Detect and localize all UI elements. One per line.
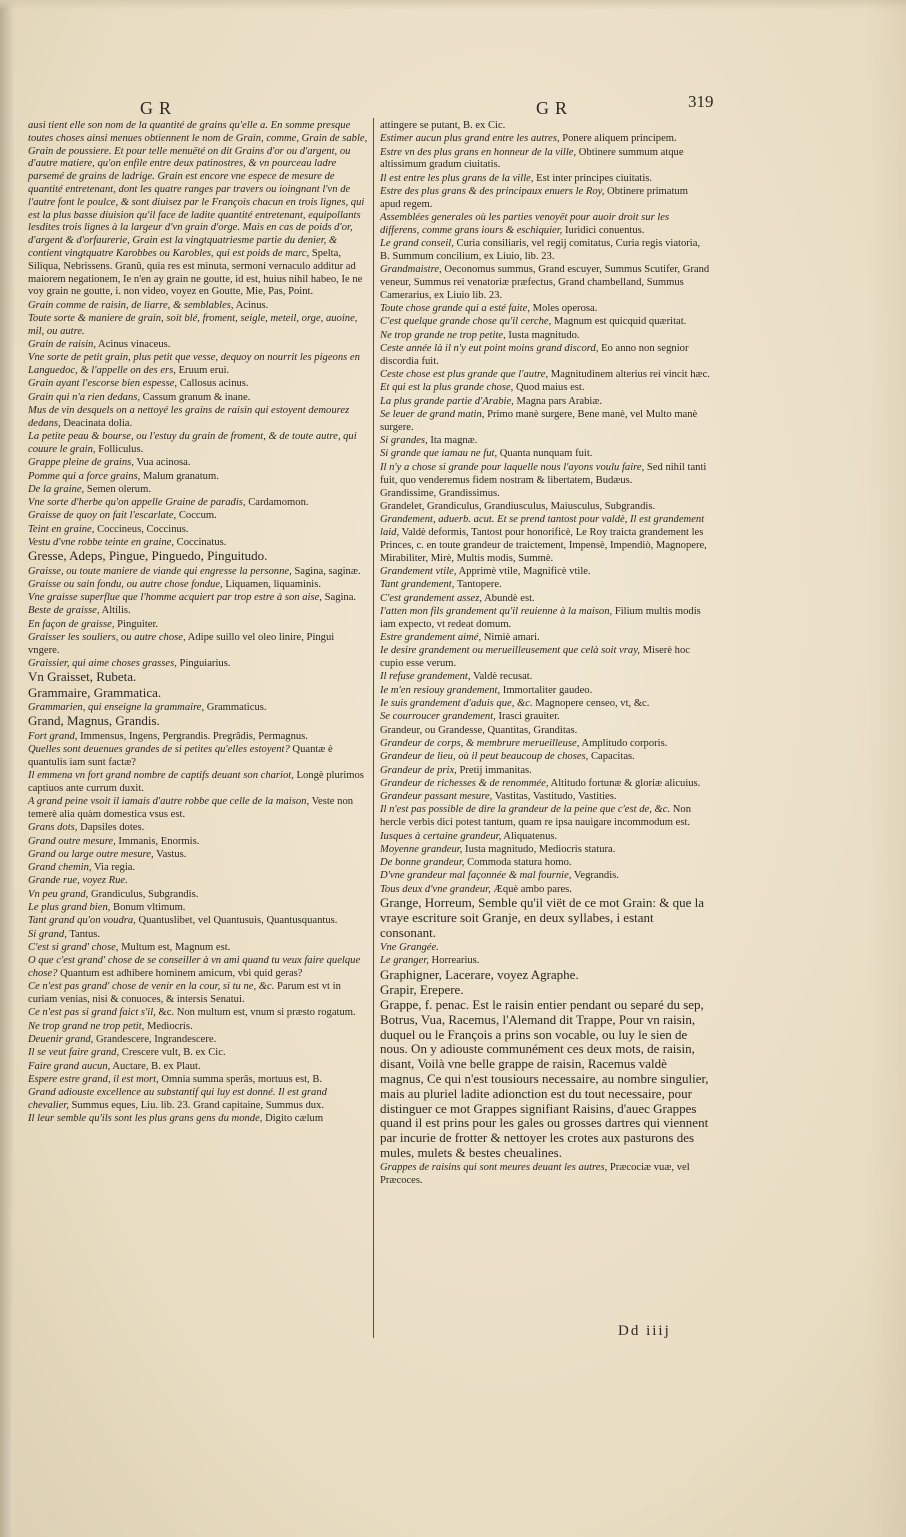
entry-latin-text: Amplitudo corporis. bbox=[579, 737, 668, 749]
entry-french-text: Graisse ou sain fondu, ou autre chose fondue, bbox=[28, 578, 223, 590]
entry-headword: Gresse, Adeps, Pingue, Pinguedo, Pinguitudo. bbox=[28, 548, 268, 564]
entry-latin-text: Obtinere primatum apud regem. bbox=[380, 185, 688, 210]
page-left-edge bbox=[0, 0, 14, 1537]
dictionary-entry bbox=[28, 796, 368, 822]
dictionary-entry bbox=[380, 999, 710, 1162]
entry-french-text: La plus grande partie d'Arabie, bbox=[380, 395, 514, 407]
entry-french-text: Ne trop grande ne trop petite, bbox=[380, 329, 506, 341]
entry-french-text: De bonne grandeur, bbox=[380, 857, 465, 869]
entry-latin-text: Apprimè vtile, Magnificè vtile. bbox=[456, 566, 591, 578]
dictionary-entry bbox=[28, 715, 368, 730]
left-column bbox=[28, 120, 368, 1127]
entry-latin-text: Altitudo fortunæ & gloriæ alicuius. bbox=[548, 777, 701, 789]
dictionary-entry bbox=[28, 1047, 368, 1060]
entry-latin-text: Digito cælum bbox=[262, 1113, 324, 1125]
dictionary-entry bbox=[380, 212, 710, 238]
dictionary-entry bbox=[380, 462, 710, 488]
entry-french-text: Tant grand qu'on voudra, bbox=[28, 915, 136, 927]
entry-latin-text: Veste non temerè alia quàm domestica vsus est. bbox=[28, 796, 354, 820]
entry-latin-text: Magnopere censeo, vt, &c. bbox=[532, 698, 650, 710]
entry-french-text: Le granger, bbox=[380, 955, 429, 967]
entry-latin-text: Oeconomus summus, Grand escuyer, Summus Scutifer, Grand veneur, Summus rei venatoriæ præfectus, Grand chambelland, Summus Camerarius, ex Liuio lib. 23. bbox=[380, 264, 710, 301]
dictionary-entry bbox=[380, 409, 710, 435]
dictionary-entry bbox=[28, 550, 368, 565]
entry-latin-text: Quanta nunquam fuit. bbox=[497, 448, 593, 460]
entry-latin-text: Vegrandis. bbox=[571, 870, 619, 882]
dictionary-entry bbox=[28, 770, 368, 796]
entry-french-text: Estre grandement aimé, bbox=[380, 632, 482, 644]
entry-latin-text: Grandeur, ou Grandesse, Quantitas, Granditas. bbox=[380, 724, 578, 736]
entry-latin-text: Malum granatum. bbox=[140, 470, 219, 482]
dictionary-entry bbox=[380, 147, 710, 173]
entry-latin-text: Folliculus. bbox=[95, 443, 144, 455]
entry-french-text: C'est quelque grande chose qu'il cerche, bbox=[380, 316, 552, 328]
entry-french-text: Mus de vin desquels on a nettoyé les grains de raisin qui estoyent demourez dedans, bbox=[28, 405, 350, 429]
entry-latin-text: Summus eques, Liu. lib. 23. Grand capitaine, Summus dux. bbox=[68, 1099, 324, 1111]
entry-french-text: Grain de raisin, bbox=[28, 339, 96, 351]
dictionary-entry bbox=[380, 671, 710, 684]
entry-french-text: Grain comme de raisin, de liarre, & semblables, bbox=[28, 299, 234, 311]
dictionary-entry bbox=[380, 606, 710, 632]
entry-french-text: C'est si grand' chose, bbox=[28, 941, 119, 953]
entry-french-text: Si grandes, bbox=[380, 435, 428, 447]
entry-french-text: Toute chose grande qui a esté faite, bbox=[380, 303, 530, 315]
entry-french-text: Espere estre grand, il est mort, bbox=[28, 1073, 159, 1085]
entry-french-text: La petite peau & bourse, ou l'estuy du grain de froment, & de toute autre, qui couure le grain, bbox=[28, 431, 357, 455]
entry-latin-text: Coccineus, Coccinus. bbox=[94, 523, 189, 535]
dictionary-entry bbox=[380, 831, 710, 844]
entry-french-text: Grandeur passant mesure, bbox=[380, 791, 493, 803]
dictionary-entry bbox=[28, 484, 368, 497]
entry-french-text: Ce n'est pas grand' chose de venir en la cour, si tu ne, &c. bbox=[28, 981, 275, 993]
dictionary-entry bbox=[28, 352, 368, 378]
dictionary-entry bbox=[28, 684, 368, 702]
entry-latin-text: Immanis, Enormis. bbox=[115, 835, 200, 847]
entry-french-text: Vne graisse superflue que l'homme acquiert par trop estre à son aise, bbox=[28, 592, 322, 604]
entry-french-text: En façon de graisse, bbox=[28, 618, 115, 630]
dictionary-entry bbox=[28, 632, 368, 658]
entry-french-text: Grans dots, bbox=[28, 822, 78, 834]
entry-french-text: Ce n'est pas si grand faict s'il, bbox=[28, 1007, 156, 1019]
entry-latin-text: Via regia. bbox=[91, 862, 136, 874]
entry-latin-text: Auctare, B. ex Plaut. bbox=[110, 1060, 201, 1072]
entry-latin-text: Deacinata dolia. bbox=[60, 417, 133, 429]
entry-latin-text: Tantopere. bbox=[454, 579, 502, 591]
entry-french-text: Fort grand, bbox=[28, 730, 78, 742]
dictionary-entry bbox=[28, 524, 368, 537]
dictionary-entry bbox=[380, 316, 710, 329]
entry-latin-text: Eruum erui. bbox=[175, 365, 230, 377]
entry-latin-text: Capacitas. bbox=[588, 751, 635, 763]
dictionary-entry bbox=[28, 1061, 368, 1074]
entry-latin-text: Dapsiles dotes. bbox=[77, 822, 145, 834]
entry-french-text: Grandement, aduerb. acut. Et se prend tantost pour valdè, Il est grandement laid, bbox=[380, 514, 705, 539]
entry-latin-text: Quod maius est. bbox=[513, 382, 585, 394]
entry-latin-text: attingere se putant, B. ex Cic. bbox=[380, 120, 506, 131]
entry-french-text: C'est grandement assez, bbox=[380, 592, 483, 604]
entry-french-text: Quelles sont deuenues grandes de si petites qu'elles estoyent? bbox=[28, 743, 290, 755]
dictionary-entry bbox=[28, 457, 368, 470]
entry-french-text: Grappe pleine de grains, bbox=[28, 457, 134, 469]
entry-latin-text: Quantæ è quantulis iam sunt factæ? bbox=[28, 743, 333, 768]
entry-french-text: Graisse de quoy on fait l'escarlate, bbox=[28, 510, 177, 522]
dictionary-entry bbox=[380, 448, 710, 461]
entry-headword: Grappe, f. penac. Est le raisin entier pendant ou separé du sep, Botrus, Vua, Racemus, l'Alemand dit Trappe, Pour vn raisin, duquel ou le François a prins son vocable, ou luy le sien de nous. On y adiouste communément ces deux mots, de raisin, disant, Voilà vne belle grappe de raisin, Racemus valdè magnus, Ce qui n'est tousiours necessaire, au nombre singulier, mais au pluriel ladite adionction est du tout necessaire, pour distinguer ce mot Grappes signifiant Raisins, d'auec Grappes quand il est prins pour les gales ou grosses dartres qui viennent par incurie de frotter & nettoyer les crotes aux pasturons des mules, mulets & bestes cheualines. bbox=[380, 997, 709, 1161]
entry-french-text: Graisse, ou toute maniere de viande qui engresse la personne, bbox=[28, 565, 292, 577]
entry-latin-text: Miserè hoc cupio esse verum. bbox=[380, 645, 690, 670]
dictionary-entry bbox=[28, 1034, 368, 1047]
dictionary-entry bbox=[380, 330, 710, 343]
entry-latin-text: Liquamen, liquaminis. bbox=[222, 578, 321, 590]
entry-latin-text: Cardamomon. bbox=[245, 497, 309, 509]
entry-french-text: D'vne grandeur mal façonnée & mal fournie, bbox=[380, 870, 572, 882]
dictionary-entry bbox=[28, 731, 368, 744]
entry-french-text: Se courroucer grandement, bbox=[380, 711, 496, 723]
entry-french-text: Estre des plus grans & des principaux enuers le Roy, bbox=[380, 185, 605, 197]
dictionary-entry bbox=[28, 822, 368, 835]
entry-latin-text: Sed nihil tanti fuit, quo venderemus fidem nostram & libertatem, Budæus. bbox=[380, 461, 707, 486]
entry-french-text: Ie suis grandement d'aduis que, &c. bbox=[380, 698, 533, 710]
dictionary-entry bbox=[380, 632, 710, 645]
entry-latin-text: Moles operosa. bbox=[529, 303, 598, 315]
entry-latin-text: Semen olerum. bbox=[84, 483, 151, 495]
entry-french-text: Grandeur de richesses & de renommée, bbox=[380, 777, 549, 789]
entry-latin-text: Eo anno non segnior discordia fuit. bbox=[380, 343, 689, 367]
dictionary-entry bbox=[380, 343, 710, 369]
dictionary-entry bbox=[28, 875, 368, 888]
entry-french-text: Le grand conseil, bbox=[380, 238, 454, 250]
entry-french-text: Assemblées generales où les parties venoyët pour auoir droit sur les differens, comme grans iours & eschiquier, bbox=[380, 212, 670, 236]
entry-french-text: Il se veut faire grand, bbox=[28, 1047, 120, 1059]
entry-latin-text: Præcociæ vuæ, vel Præcoces. bbox=[380, 1162, 690, 1187]
dictionary-entry bbox=[380, 738, 710, 751]
dictionary-entry bbox=[28, 497, 368, 510]
dictionary-entry bbox=[380, 804, 710, 830]
entry-latin-text: Sagina. bbox=[321, 592, 357, 604]
entry-french-text: Ceste année là il n'y eut point moins grand discord, bbox=[380, 343, 599, 355]
entry-french-text: Ne trop grand ne trop petit, bbox=[28, 1020, 145, 1032]
dictionary-entry bbox=[28, 405, 368, 431]
dictionary-entry bbox=[380, 396, 710, 409]
dictionary-entry bbox=[28, 942, 368, 955]
entry-latin-text: Callosus acinus. bbox=[177, 378, 249, 390]
dictionary-entry bbox=[28, 955, 368, 981]
entry-french-text: Grand ou large outre mesure, bbox=[28, 848, 154, 860]
entry-latin-text: Cassum granum & inane. bbox=[140, 391, 251, 403]
dictionary-entry bbox=[380, 303, 710, 316]
dictionary-entry bbox=[380, 765, 710, 778]
entry-french-text: Grammarien, qui enseigne la grammaire, bbox=[28, 702, 205, 714]
entry-latin-text: Primo manè surgere, Bene manè, vel Multo manè surgere. bbox=[380, 409, 698, 433]
dictionary-entry bbox=[380, 133, 710, 146]
entry-latin-text: Grandissime, Grandissimus. bbox=[380, 487, 500, 499]
entry-french-text: Graisser les souliers, ou autre chose, bbox=[28, 632, 186, 644]
entry-latin-text: Crescere vult, B. ex Cic. bbox=[119, 1047, 226, 1059]
entry-latin-text: Vastus. bbox=[153, 848, 187, 860]
dictionary-entry bbox=[380, 711, 710, 724]
dictionary-entry bbox=[28, 313, 368, 339]
entry-french-text: Grappes de raisins qui sont meures deuant les autres, bbox=[380, 1162, 608, 1174]
entry-french-text: Tant grandement, bbox=[380, 579, 455, 591]
entry-french-text: Et qui est la plus grande chose, bbox=[380, 382, 514, 394]
column-rule bbox=[373, 118, 374, 1338]
entry-latin-text: Bonum vltimum. bbox=[110, 902, 186, 914]
page-shadow bbox=[866, 0, 906, 1537]
dictionary-entry bbox=[28, 1021, 368, 1034]
dictionary-entry bbox=[380, 382, 710, 395]
dictionary-entry bbox=[28, 592, 368, 605]
entry-latin-text: Vastitas, Vastitudo, Vastities. bbox=[492, 791, 617, 803]
dictionary-entry bbox=[380, 698, 710, 711]
entry-latin-text: Magna pars Arabiæ. bbox=[513, 395, 603, 407]
entry-latin-text: Curia consiliaris, vel regij comitatus, Curia regis viatoria, B. Summum concilium, ex Liuio, lib. 23. bbox=[380, 238, 701, 262]
dictionary-entry bbox=[28, 579, 368, 592]
entry-french-text: Si grand, bbox=[28, 928, 67, 940]
entry-latin-text: Longè plurimos captiuos ante currum duxit. bbox=[28, 770, 364, 794]
entry-french-text: Toute sorte & maniere de grain, soit blé, froment, seigle, meteil, orge, auoine, mil, ou autre. bbox=[28, 312, 358, 337]
entry-latin-text: Acinus. bbox=[233, 299, 269, 311]
dictionary-entry bbox=[28, 510, 368, 523]
entry-french-text: Grain ayant l'escorse bien espesse, bbox=[28, 378, 178, 390]
entry-latin-text: Spelta, Siliqua, Nebrissens. Granû, quia res est minuta, sermoni vernaculo additur ad maiorem negationem, Ie n'en ay grain ne goutte, id est, huius nihil habeo, Ie ne voy grain ne goutte, i. non video, voyez en Goutte, Mie, Pas, Point. bbox=[28, 247, 363, 298]
entry-latin-text: Valdè recusat. bbox=[470, 671, 533, 683]
entry-latin-text: Grandescere, Ingrandescere. bbox=[93, 1033, 217, 1045]
entry-latin-text: Omnia summa sperâs, mortuus est, B. bbox=[158, 1073, 323, 1085]
entry-latin-text: Abundè est. bbox=[482, 592, 535, 604]
dictionary-entry bbox=[380, 645, 710, 671]
dictionary-entry bbox=[28, 849, 368, 862]
entry-french-text: Il refuse grandement, bbox=[380, 671, 471, 683]
dictionary-entry bbox=[28, 392, 368, 405]
entry-french-text: Ceste chose est plus grande que l'autre, bbox=[380, 369, 549, 381]
entry-latin-text: Mediocris. bbox=[144, 1020, 193, 1032]
entry-latin-text: Pretij immanitas. bbox=[456, 764, 532, 776]
entry-latin-text: Ita magnæ. bbox=[427, 435, 478, 447]
entry-french-text: Ie m'en resiouy grandement, bbox=[380, 684, 501, 696]
entry-french-text: Deuenir grand, bbox=[28, 1033, 94, 1045]
entry-latin-text: Quantum est adhibere hominem amicum, vbi quid geras? bbox=[57, 968, 303, 979]
dictionary-entry bbox=[28, 605, 368, 618]
entry-latin-text: Immortaliter gaudeo. bbox=[500, 684, 593, 696]
entry-latin-text: Iusta magnitudo. bbox=[505, 329, 580, 341]
running-head-right: GR bbox=[536, 98, 574, 118]
dictionary-entry bbox=[380, 488, 710, 501]
entry-french-text: Vne sorte de petit grain, plus petit que vesse, dequoy on nourrit les pigeons en Languedoc, & l'appelle on des ers, bbox=[28, 352, 360, 377]
entry-latin-text: Obtinere summum atque altissimum gradum ciuitatis. bbox=[380, 146, 684, 171]
entry-french-text: De la graine, bbox=[28, 483, 85, 495]
dictionary-entry bbox=[28, 744, 368, 770]
dictionary-entry bbox=[28, 915, 368, 928]
entry-french-text: Grain qui n'a rien dedans, bbox=[28, 391, 141, 403]
entry-latin-text: Altilis. bbox=[99, 605, 131, 617]
dictionary-entry bbox=[28, 566, 368, 579]
entry-latin-text: Adipe suillo vel oleo linire, Pingui vngere. bbox=[28, 632, 335, 656]
entry-latin-text: Vua acinosa. bbox=[133, 457, 191, 469]
entry-french-text: Si grande que iamau ne fut, bbox=[380, 448, 498, 460]
entry-headword: Grange, Horreum, Semble qu'il viët de ce mot Grain: & que la vraye escriture soit Granje, en deux syllabes, i estant consonant. bbox=[380, 895, 704, 940]
dictionary-entry bbox=[28, 1074, 368, 1087]
dictionary-entry bbox=[28, 378, 368, 391]
entry-french-text: Grandement vtile, bbox=[380, 566, 457, 578]
entry-latin-text: Grandelet, Grandiculus, Grandiusculus, Maiusculus, Subgrandis. bbox=[380, 501, 656, 513]
entry-french-text: Ie desire grandement ou merueilleusement que celà soit vray, bbox=[380, 645, 640, 657]
entry-latin-text: Coccinatus. bbox=[174, 537, 227, 548]
entry-latin-text: Acinus vinaceus. bbox=[95, 339, 171, 351]
dictionary-entry bbox=[380, 501, 710, 514]
dictionary-entry bbox=[380, 120, 710, 133]
dictionary-entry bbox=[380, 725, 710, 738]
dictionary-entry bbox=[380, 844, 710, 857]
entry-latin-text: Quantuslibet, vel Quantusuis, Quantusquantus. bbox=[135, 915, 338, 927]
dictionary-entry bbox=[28, 929, 368, 942]
entry-french-text: Le plus grand bien, bbox=[28, 902, 111, 914]
entry-latin-text: Æquè ambo pares. bbox=[490, 883, 572, 895]
entry-french-text: Il emmena vn fort grand nombre de captifs deuant son chariot, bbox=[28, 770, 294, 782]
dictionary-entry bbox=[380, 751, 710, 764]
dictionary-entry bbox=[380, 593, 710, 606]
entry-french-text: Vestu d'vne robbe teinte en graine, bbox=[28, 537, 175, 548]
entry-latin-text: Coccum. bbox=[176, 510, 217, 522]
entry-headword: Grapir, Erepere. bbox=[380, 981, 464, 997]
entry-latin-text: Ponere aliquem principem. bbox=[559, 133, 677, 145]
entry-french-text: Se leuer de grand matin, bbox=[380, 409, 485, 421]
entry-latin-text: Tantus. bbox=[66, 928, 101, 940]
entry-latin-text: Magnum est quicquid quæritat. bbox=[551, 316, 687, 328]
dictionary-entry bbox=[380, 685, 710, 698]
entry-french-text: Teint en graine, bbox=[28, 523, 95, 535]
entry-french-text: Il est entre les plus grans de la ville, bbox=[380, 172, 534, 184]
entry-french-text: Grand adiouste excellence au substantif qui luy est donné. Il est grand chevalier, bbox=[28, 1087, 327, 1111]
entry-french-text: Graissier, qui aime choses grasses, bbox=[28, 658, 177, 670]
entry-french-text: Vne sorte d'herbe qu'on appelle Graine de paradis, bbox=[28, 497, 246, 509]
entry-latin-text: Commoda statura homo. bbox=[464, 857, 572, 869]
dictionary-entry bbox=[380, 870, 710, 883]
entry-french-text: Moyenne grandeur, bbox=[380, 843, 463, 855]
dictionary-entry bbox=[380, 1162, 710, 1188]
entry-headword: Graphigner, Lacerare, voyez Agraphe. bbox=[380, 966, 579, 982]
entry-latin-text: Non hercle verbis dici potest tantum, quam re ipsa nauigare incommodum est. bbox=[380, 804, 692, 829]
entry-latin-text: Iuridici conuentus. bbox=[562, 224, 645, 236]
entry-french-text: Tous deux d'vne grandeur, bbox=[380, 883, 491, 895]
dictionary-entry bbox=[380, 566, 710, 579]
entry-headword: Vn Graisset, Rubeta. bbox=[28, 669, 137, 685]
dictionary-entry bbox=[28, 889, 368, 902]
entry-french-text: O que c'est grand' chose de se conseiller à vn ami quand tu veux faire quelque chose? bbox=[28, 955, 361, 979]
dictionary-entry bbox=[380, 186, 710, 212]
entry-latin-text: Horrearius. bbox=[428, 955, 480, 967]
dictionary-entry bbox=[28, 300, 368, 313]
entry-latin-text: Parum est vt in curiam venias, nisi & conuoces, & intersis Senatui. bbox=[28, 981, 341, 1006]
dictionary-entry bbox=[28, 120, 368, 299]
dictionary-entry bbox=[28, 339, 368, 352]
dictionary-entry bbox=[380, 264, 710, 302]
entry-latin-text: Irasci grauiter. bbox=[495, 711, 560, 723]
entry-latin-text: Nimiè amari. bbox=[481, 632, 540, 644]
entry-french-text: Estimer aucun plus grand entre les autres, bbox=[380, 133, 560, 145]
entry-latin-text: Pinguiter. bbox=[114, 618, 159, 630]
entry-latin-text: Grammaticus. bbox=[204, 702, 267, 714]
dictionary-entry bbox=[28, 1087, 368, 1113]
dictionary-entry bbox=[380, 514, 710, 565]
entry-latin-text: &c. Non multum est, vnum si præsto rogatum. bbox=[155, 1007, 356, 1019]
entry-latin-text: Magnitudinem alterius rei vincit hæc. bbox=[548, 369, 710, 381]
entry-latin-text: Pinguiarius. bbox=[176, 658, 231, 670]
entry-french-text: Grande rue, voyez Rue. bbox=[28, 875, 128, 887]
dictionary-entry bbox=[380, 579, 710, 592]
entry-french-text: Grandmaistre, bbox=[380, 264, 442, 276]
dictionary-entry bbox=[28, 836, 368, 849]
signature-mark: Dd iiij bbox=[618, 1323, 671, 1339]
entry-latin-text: Multum est, Magnum est. bbox=[118, 941, 231, 953]
entry-headword: Grand, Magnus, Grandis. bbox=[28, 713, 160, 729]
entry-french-text: Beste de graisse, bbox=[28, 605, 100, 617]
entry-latin-text: Filium multis modis iam expecto, vt redeat domum. bbox=[380, 605, 701, 630]
entry-headword: Grammaire, Grammatica. bbox=[28, 684, 162, 700]
entry-french-text: Faire grand aucun, bbox=[28, 1060, 111, 1072]
entry-french-text: Il leur semble qu'ils sont les plus grans gens du monde, bbox=[28, 1113, 263, 1125]
entry-latin-text: Valdè deformis, Tantost pour honorificè, Le Roy traicta grandement les Princes, c. en toute grandeur de traictement, Impensè, Impendiò, Magnopere, Mirabiliter, Mirè, Multis modis, Summè. bbox=[380, 527, 707, 564]
dictionary-entry bbox=[380, 897, 710, 941]
entry-french-text: Vn peu grand, bbox=[28, 888, 89, 900]
right-column bbox=[380, 120, 710, 1188]
entry-french-text: Grandeur de lieu, où il peut beaucoup de choses, bbox=[380, 751, 589, 763]
running-head-left: GR bbox=[140, 98, 178, 118]
dictionary-entry bbox=[28, 431, 368, 457]
page-number: 319 bbox=[688, 92, 714, 111]
dictionary-entry bbox=[28, 981, 368, 1007]
entry-french-text: Vne Grangée. bbox=[380, 941, 439, 953]
entry-latin-text: Grandiculus, Subgrandis. bbox=[88, 888, 199, 900]
entry-latin-text: Immensus, Ingens, Pergrandis. Pregrâdis, Permagnus. bbox=[77, 730, 308, 742]
entry-french-text: Iusques à certaine grandeur, bbox=[380, 830, 502, 842]
dictionary-entry bbox=[380, 435, 710, 448]
page-top-edge bbox=[0, 0, 906, 10]
entry-french-text: Il n'y a chose si grande pour laquelle nous l'ayons voulu faire, bbox=[380, 461, 645, 473]
entry-french-text: Estre vn des plus grans en honneur de la ville, bbox=[380, 146, 577, 158]
entry-french-text: I'atten mon fils grandement qu'il reuienne à la maison, bbox=[380, 605, 613, 617]
entry-french-text: Grand outre mesure, bbox=[28, 835, 116, 847]
entry-latin-text: Est inter principes ciuitatis. bbox=[533, 172, 653, 184]
dictionary-entry bbox=[380, 369, 710, 382]
dictionary-entry bbox=[28, 1113, 368, 1126]
entry-french-text: Pomme qui a force grains, bbox=[28, 470, 141, 482]
dictionary-entry bbox=[380, 238, 710, 264]
entry-french-text: Il n'est pas possible de dire la grandeur de la peine que c'est de, &c. bbox=[380, 804, 671, 816]
entry-french-text: Grandeur de corps, & membrure merueilleuse, bbox=[380, 737, 580, 749]
dictionary-entry bbox=[380, 791, 710, 804]
dictionary-entry bbox=[28, 862, 368, 875]
entry-french-text: Grand chemin, bbox=[28, 862, 92, 874]
dictionary-entry bbox=[28, 619, 368, 632]
entry-latin-text: Sagina, saginæ. bbox=[291, 565, 361, 577]
dictionary-entry bbox=[380, 173, 710, 186]
entry-french-text: Grandeur de prix, bbox=[380, 764, 457, 776]
dictionary-entry bbox=[380, 778, 710, 791]
entry-latin-text: Aliquatenus. bbox=[501, 830, 558, 842]
dictionary-entry bbox=[380, 942, 710, 955]
dictionary-entry bbox=[28, 1007, 368, 1020]
entry-latin-text: Iusta magnitudo, Mediocris statura. bbox=[462, 843, 616, 855]
dictionary-entry bbox=[380, 857, 710, 870]
dictionary-entry bbox=[28, 471, 368, 484]
entry-french-text: A grand peine vsoit il iamais d'autre robbe que celle de la maison, bbox=[28, 796, 310, 808]
entry-french-text: ausi tient elle son nom de la quantité de grains qu'elle a. En somme presque toutes choses ainsi menues obtiennent le nom de Grain, comme, Grain de sable, Grain de poussiere. Et pour telle menuëté on dit Grains d'or ou d'argent, ou d'autre matiere, qu'on enfile entre deux patinostres, & vn pourceau ladre parsemé de grains de ladrige. Grain est encore vne espece de mesure de quantité entretenant, dont les quatre ranges par travers ou ioingnant l'vn de l'autre font le poulce, & sont diuisez par le François chacun en trois lignes, qui est la plus basse diuision qu'il face de ladite quantité entretenant, equipollants lesdites trois lignes à la largeur d'vn grain d'orge. Mais en cas de poids d'or, d'argent & d'orfaurerie, Grain est la vingtquatriesme partie du denier, & contient vingtquatre Karobbes ou Karobles, qui est poids de marc, bbox=[28, 120, 368, 259]
dictionary-entry bbox=[28, 902, 368, 915]
